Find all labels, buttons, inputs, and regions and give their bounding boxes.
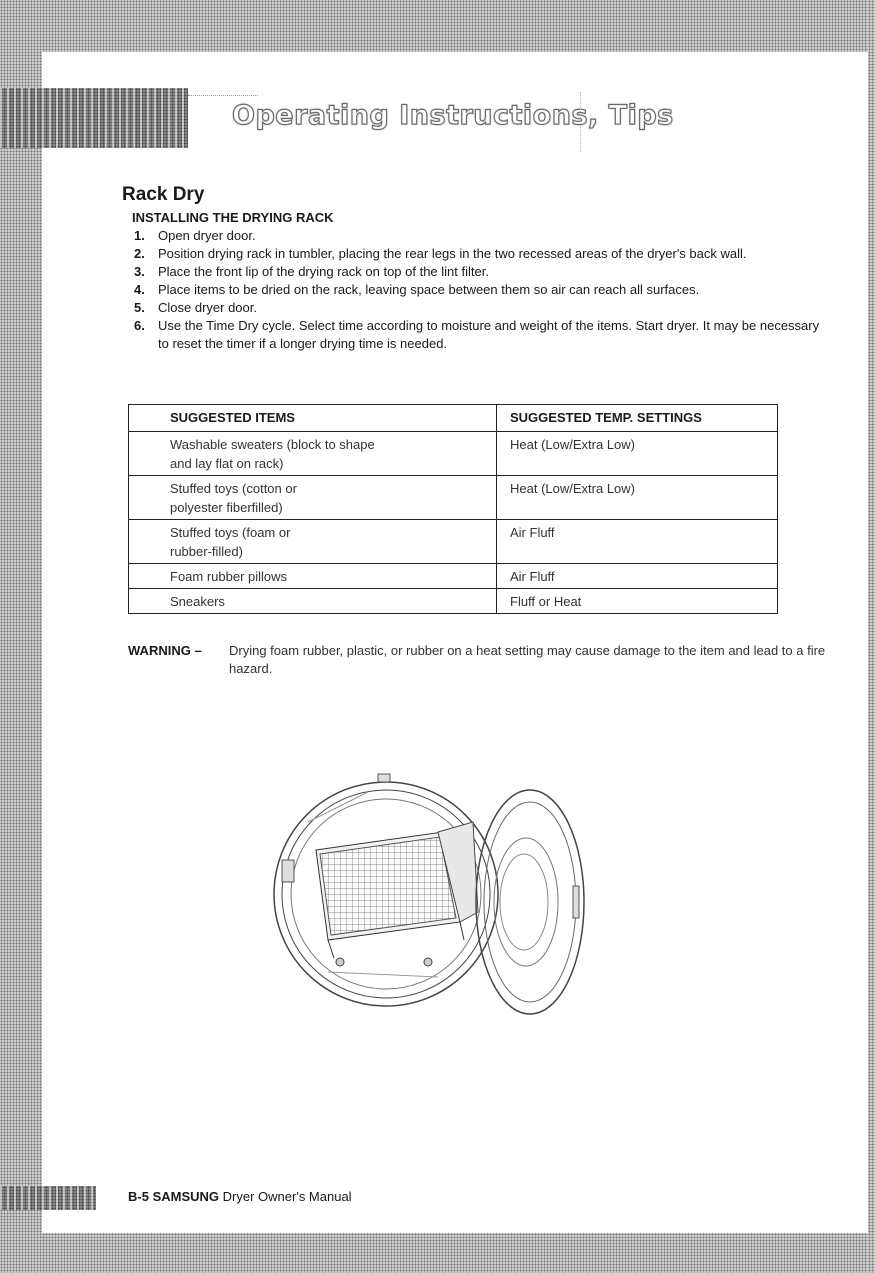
warning-label: WARNING – — [128, 643, 202, 658]
cell-text: Stuffed toys (cotton or polyester fiberfilled) — [170, 481, 297, 515]
step-text: Place the front lip of the drying rack on top of the lint filter. — [158, 264, 489, 279]
cell-text: Washable sweaters (block to shape and lay flat on rack) — [170, 437, 375, 471]
dryer-rack-illustration — [268, 762, 588, 1020]
table-cell-setting: Air Fluff — [497, 520, 778, 564]
step-number: 1. — [134, 228, 145, 243]
warning-note — [128, 642, 828, 678]
table-row — [129, 564, 778, 589]
step-item — [134, 227, 824, 245]
step-number: 4. — [134, 282, 145, 297]
table-cell-item: Sneakers — [129, 589, 497, 614]
table-cell-item: Foam rubber pillows — [129, 564, 497, 589]
table-cell-setting: Heat (Low/Extra Low) — [497, 432, 778, 476]
column-header-items: SUGGESTED ITEMS — [129, 405, 497, 432]
footer-text: Dryer Owner's Manual — [222, 1189, 352, 1204]
section-title: Rack Dry — [122, 184, 205, 205]
instruction-steps — [134, 227, 824, 353]
table-row — [129, 476, 778, 520]
header-dotted-rule — [188, 95, 258, 98]
table-cell-item — [129, 476, 497, 520]
table-cell-item — [129, 520, 497, 564]
step-text: Use the Time Dry cycle. Select time according to moisture and weight of the items. Start dryer. It may be necessary to reset the timer if a longer drying time is needed. — [158, 318, 820, 351]
page-number: B-5 — [128, 1189, 149, 1204]
step-item — [134, 281, 824, 299]
table-cell-item — [129, 432, 497, 476]
step-number: 3. — [134, 264, 145, 279]
table-row — [129, 589, 778, 614]
footer-brand: SAMSUNG — [152, 1189, 220, 1204]
page-border-top — [0, 0, 875, 52]
page-border-right — [868, 0, 875, 1273]
step-text: Open dryer door. — [158, 228, 256, 243]
table-row — [129, 432, 778, 476]
table-header-row — [129, 405, 778, 432]
page-title: Operating Instructions, Tips — [232, 100, 674, 131]
step-number: 6. — [134, 318, 145, 333]
warning-text: Drying foam rubber, plastic, or rubber on a heat setting may cause damage to the item and lead to a fire hazard. — [229, 643, 826, 676]
page-border-bottom — [0, 1233, 875, 1273]
table-cell-setting: Heat (Low/Extra Low) — [497, 476, 778, 520]
step-item — [134, 299, 824, 317]
step-text: Place items to be dried on the rack, leaving space between them so air can reach all surfaces. — [158, 282, 700, 297]
step-item — [134, 245, 824, 263]
header-vertical-rule — [580, 92, 581, 152]
suggested-items-table — [128, 404, 778, 614]
step-text: Position drying rack in tumbler, placing the rear legs in the two recessed areas of the dryer's back wall. — [158, 246, 747, 261]
section-subheading: INSTALLING THE DRYING RACK — [132, 210, 334, 225]
cell-text: Stuffed toys (foam or rubber-filled) — [170, 525, 291, 559]
table-row — [129, 520, 778, 564]
footer-tab-decoration — [0, 1186, 96, 1210]
page-border-left — [0, 0, 42, 1273]
step-item — [134, 263, 824, 281]
table-cell-setting: Fluff or Heat — [497, 589, 778, 614]
column-header-temp: SUGGESTED TEMP. SETTINGS — [497, 405, 778, 432]
table-cell-setting: Air Fluff — [497, 564, 778, 589]
step-text: Close dryer door. — [158, 300, 257, 315]
page-footer — [128, 1189, 352, 1204]
header-tab-decoration — [0, 88, 188, 148]
step-item — [134, 317, 824, 353]
step-number: 2. — [134, 246, 145, 261]
step-number: 5. — [134, 300, 145, 315]
